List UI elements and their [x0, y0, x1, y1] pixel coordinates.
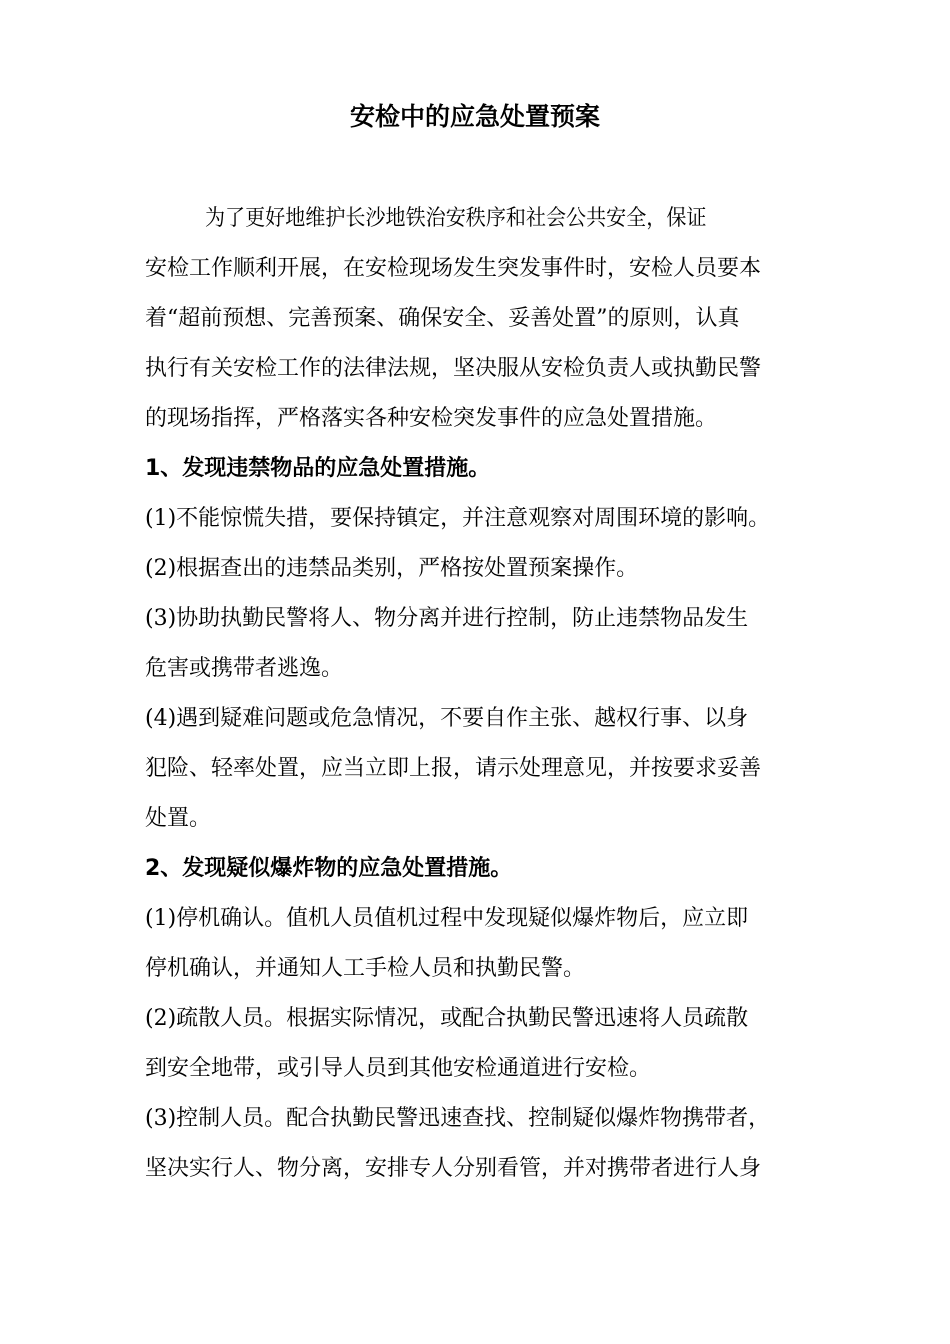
body-line: (4)遇到疑难问题或危急情况，不要自作主张、越权行事、以身 — [145, 706, 749, 731]
section-heading: 2、发现疑似爆炸物的应急处置措施。 — [145, 856, 513, 881]
body-line: 犯险、轻率处置，应当立即上报，请示处理意见，并按要求妥善 — [145, 756, 762, 781]
body-line: 安检工作顺利开展，在安检现场发生突发事件时，安检人员要本 — [145, 256, 762, 281]
section-heading: 1、发现违禁物品的应急处置措施。 — [145, 456, 491, 481]
body-line: (2)疏散人员。根据实际情况，或配合执勤民警迅速将人员疏散 — [145, 1006, 749, 1031]
body-line: 着“超前预想、完善预案、确保安全、妥善处置”的原则，认真 — [145, 306, 740, 331]
body-line: (3)协助执勤民警将人、物分离并进行控制，防止违禁物品发生 — [145, 606, 749, 631]
body-line: 坚决实行人、物分离，安排专人分别看管，并对携带者进行人身 — [145, 1156, 762, 1181]
body-line: 为了更好地维护长沙地铁治安秩序和社会公共安全，保证 — [205, 206, 707, 231]
body-line: (2)根据查出的违禁品类别，严格按处置预案操作。 — [145, 556, 639, 581]
body-line: 的现场指挥，严格落实各种安检突发事件的应急处置措施。 — [145, 406, 718, 431]
body-line: 危害或携带者逃逸。 — [145, 656, 344, 681]
body-line: (1)不能惊慌失措，要保持镇定，并注意观察对周围环境的影响。 — [145, 506, 771, 531]
body-line: 停机确认，并通知人工手检人员和执勤民警。 — [145, 956, 586, 981]
body-line: (1)停机确认。值机人员值机过程中发现疑似爆炸物后，应立即 — [145, 906, 749, 931]
body-line: 到安全地带，或引导人员到其他安检通道进行安检。 — [145, 1056, 652, 1081]
body-line: 处置。 — [145, 806, 212, 831]
body-line: (3)控制人员。配合执勤民警迅速查找、控制疑似爆炸物携带者， — [145, 1106, 771, 1131]
page-title: 安检中的应急处置预案 — [349, 102, 600, 131]
body-line: 执行有关安检工作的法律法规，坚决服从安检负责人或执勤民警 — [145, 356, 762, 381]
